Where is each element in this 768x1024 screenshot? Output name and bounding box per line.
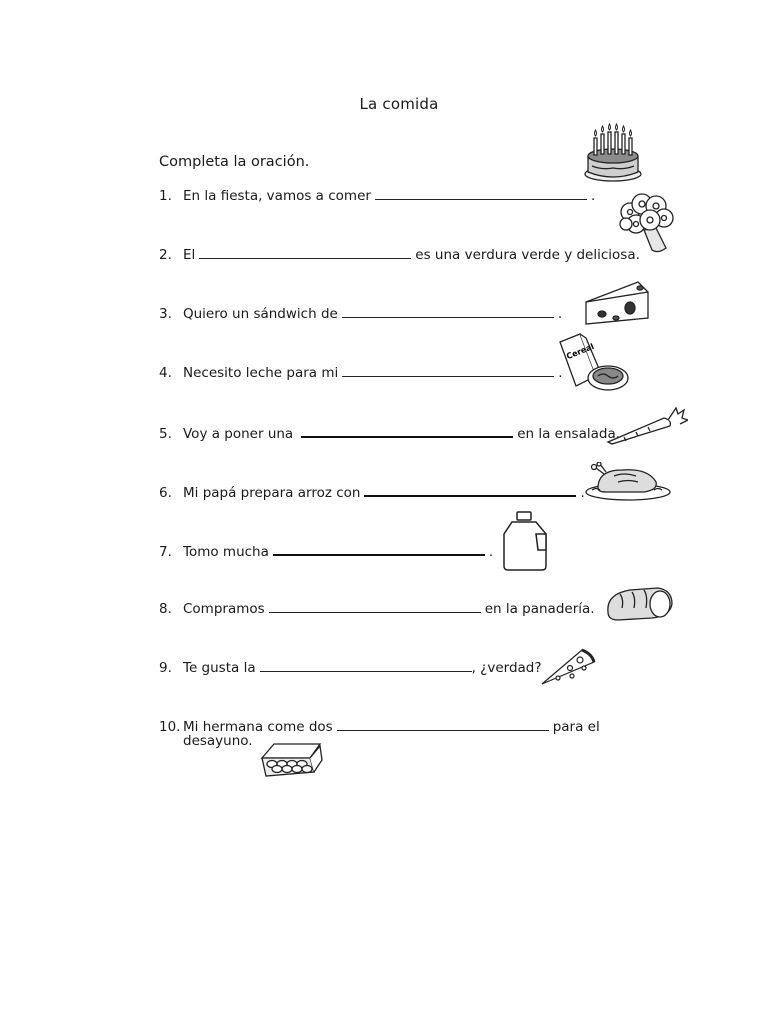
question-text-before: Mi hermana come dos [183,719,333,735]
question-number: 6. [159,485,172,501]
question-5 [159,423,620,443]
birthday-cake-icon [582,122,644,184]
milk-jug-icon [500,510,554,572]
question-number: 9. [159,660,172,676]
question-text-after: . [590,188,596,204]
question-text-before: Tomo mucha [183,544,269,560]
question-number: 7. [159,544,172,560]
question-6 [159,482,585,502]
question-text-after: en la ensalada. [517,426,621,442]
egg-carton-icon [256,738,326,780]
answer-blank[interactable] [269,599,481,613]
question-text-before: En la fiesta, vamos a comer [183,188,371,204]
question-text-after: . [580,485,585,501]
answer-blank[interactable] [342,363,554,377]
question-text-before: Compramos [183,601,265,617]
pizza-slice-icon [540,646,596,686]
question-number: 1. [159,188,172,204]
answer-blank[interactable] [375,186,587,200]
question-number: 8. [159,601,172,617]
question-text-after: es una verdura verde y deliciosa. [415,247,640,263]
question-1 [159,186,595,205]
question-9 [159,658,542,677]
roast-chicken-icon [584,462,674,502]
question-10-continuation: desayuno. [183,733,253,749]
question-8 [159,599,595,618]
question-text-before: Necesito leche para mi [183,365,339,381]
carrot-icon [604,404,688,446]
answer-blank[interactable] [364,482,576,497]
question-text-before: Te gusta la [183,660,256,676]
question-number: 2. [159,247,172,263]
question-text-before: Voy a poner una [183,426,294,442]
bread-loaf-icon [604,584,676,624]
question-number: 4. [159,365,172,381]
answer-blank[interactable] [273,541,485,556]
question-text-before: Mi papá prepara arroz con [183,485,361,501]
answer-blank[interactable] [301,423,513,438]
question-number: 5. [159,426,172,442]
broccoli-icon [616,192,676,256]
question-4 [159,363,563,382]
question-text-before: El [183,247,196,263]
page-title: La comida [359,95,439,113]
question-text-after: en la panadería. [484,601,595,617]
cheese-icon [582,278,654,328]
question-text-after: para el [552,719,600,735]
answer-blank[interactable] [260,658,472,672]
question-3 [159,304,562,323]
question-text-after: , ¿verdad? [471,660,542,676]
cereal-box-label: Cereal [565,341,596,362]
question-text-after: . [488,544,494,560]
question-2 [159,245,640,264]
cereal-box-icon [556,332,632,396]
question-number: 3. [159,306,172,322]
question-7 [159,541,493,561]
instructions: Completa la oración. [159,154,310,170]
question-number: 10. [159,719,181,735]
question-text-before: Quiero un sándwich de [183,306,338,322]
answer-blank[interactable] [337,717,549,731]
question-text-after: . [557,306,563,322]
answer-blank[interactable] [199,245,411,259]
question-text-after: . [558,365,563,381]
answer-blank[interactable] [342,304,554,318]
